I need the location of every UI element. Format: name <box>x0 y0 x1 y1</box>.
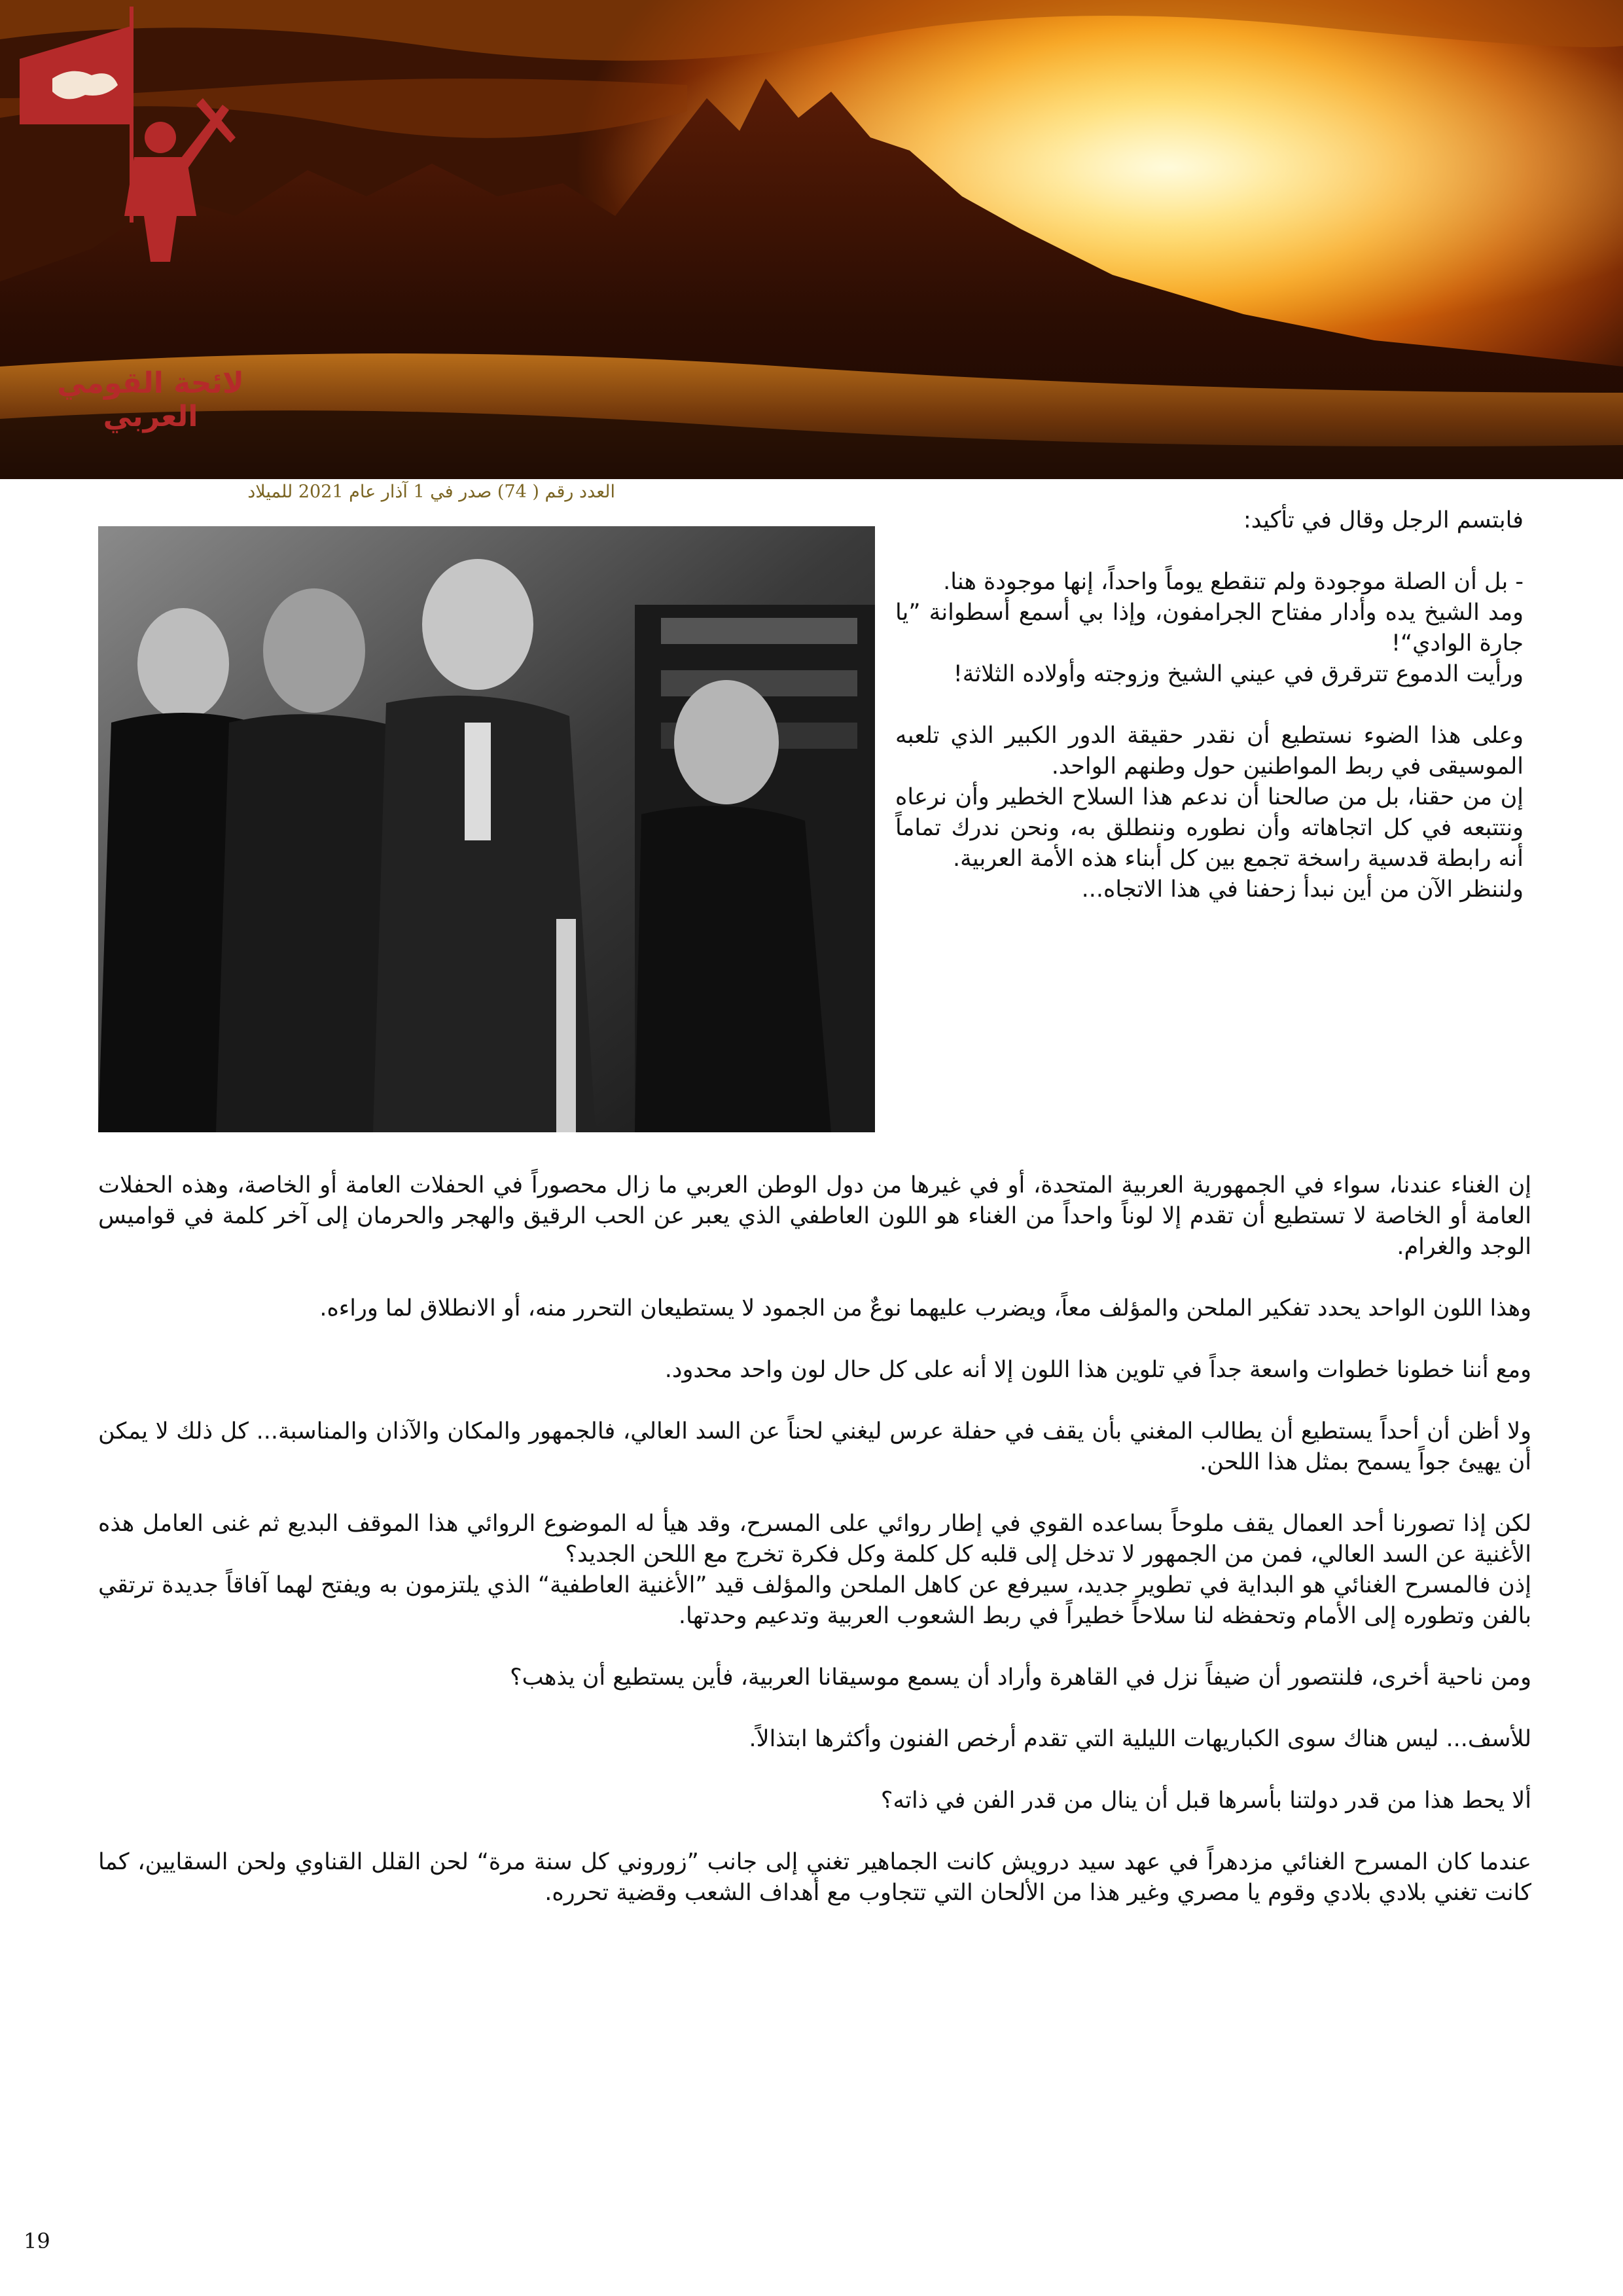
body-paragraph-5: لكن إذا تصورنا أحد العمال يقف ملوحاً بساعده القوي في إطار روائي على المسرح، وقد هيأ له الموضوع الروائي هذا الموقف البديع ثم غنى العامل هذه الأغنية عن السد العالي، فمن من الجمهور لا تدخل إلى قلبه كل كلمة وكل فكرة تخرج مع اللحن الجديد؟ <box>98 1511 1531 1568</box>
intro-paragraph-3: ومد الشيخ يده وأدار مفتاح الجرامفون، وإذا بي أسمع أسطوانة ”يا جارة الوادي“! <box>895 600 1524 656</box>
body-paragraph-8: للأسف... ليس هناك سوى الكباريهات الليلية التي تقدم أرخص الفنون وأكثرها ابتذالاً. <box>749 1726 1531 1752</box>
body-paragraph-4: ولا أظن أن أحداً يستطيع أن يطالب المغني بأن يقف في حفلة عرس ليغني لحناً عن السد العالي، فالجمهور والمكان والآذان والمناسبة... كل ذلك لا يمكن أن يهيئ جواً يسمح بمثل هذا اللحن. <box>98 1418 1531 1475</box>
body-paragraph-1: إن الغناء عندنا، سواء في الجمهورية العربية المتحدة، أو في غيرها من دول الوطن العربي ما زال محصوراً في الحفلات العامة أو الخاصة، وهذه الحفلات العامة أو الخاصة لا تستطيع أن تقدم إلا لوناً واحداً من الغناء هو اللون العاطفي الذي يعبر عن الحب الرقيق والهجر والحرمان إلى آخر كلمة في قواميس الوجد والغرام. <box>98 1172 1531 1260</box>
photo-image <box>98 526 875 1132</box>
intro-paragraph-2: - بل أن الصلة موجودة ولم تنقطع يوماً واحداً، إنها موجودة هنا. <box>943 569 1524 595</box>
intro-column <box>895 505 1524 905</box>
issue-line: العدد رقم ( 74) صدر في 1 آذار عام 2021 للميلاد <box>247 482 615 502</box>
intro-paragraph-6: إن من حقنا، بل من صالحنا أن ندعم هذا السلاح الخطير وأن نرعاه ونتتبعه في كل اتجاهاته وأن نطوره وننطلق به، ونحن ندرك تماماً أنه رابطة قدسية راسخة تجمع بين كل أبناء هذه الأمة العربية. <box>895 784 1524 872</box>
intro-paragraph-4: ورأيت الدموع تترقرق في عيني الشيخ وزوجته وأولاده الثلاثة! <box>953 661 1524 687</box>
header-banner <box>0 0 1623 479</box>
body-paragraph-9: ألا يحط هذا من قدر دولتنا بأسرها قبل أن ينال من قدر الفن في ذاته؟ <box>880 1787 1531 1814</box>
body-text <box>98 1170 1531 1909</box>
page-number: 19 <box>24 2229 50 2253</box>
logo-text: لائحة القومي العربي <box>57 367 244 433</box>
body-paragraph-6: إذن فالمسرح الغنائي هو البداية في تطوير جديد، سيرفع عن كاهل الملحن والمؤلف قيد ”الأغنية العاطفية“ الذي يلتزمون به ويفتح لهما آفاقاً جديدة ترتقي بالفن وتطوره إلى الأمام وتحفظه لنا سلاحاً خطيراً في ربط الشعوب العربية وتدعيم وحدتها. <box>98 1572 1531 1629</box>
logo-icon <box>0 0 262 275</box>
intro-paragraph-7: ولننظر الآن من أين نبدأ زحفنا في هذا الاتجاه... <box>1081 876 1524 903</box>
body-paragraph-2: وهذا اللون الواحد يحدد تفكير الملحن والمؤلف معاً، ويضرب عليهما نوعٌ من الجمود لا يستطيعان التحرر منه، أو الانطلاق لما وراءه. <box>319 1295 1531 1321</box>
intro-paragraph-5: وعلى هذا الضوء نستطيع أن نقدر حقيقة الدور الكبير الذي تلعبه الموسيقى في ربط المواطنين حول وطنهم الواحد. <box>895 723 1524 780</box>
intro-paragraph-1: فابتسم الرجل وقال في تأكيد: <box>1243 507 1524 533</box>
historic-photo <box>98 526 875 1132</box>
body-paragraph-10: عندما كان المسرح الغنائي مزدهراً في عهد سيد درويش كانت الجماهير تغني إلى جانب ”زوروني كل سنة مرة“ لحن القلل القناوي ولحن السقايين، كما كانت تغني بلادي بلادي وقوم يا مصري وغير هذا من الألحان التي تتجاوب مع أهداف الشعب وقضية تحرره. <box>98 1849 1531 1906</box>
body-paragraph-3: ومع أننا خطونا خطوات واسعة جداً في تلوين هذا اللون إلا أنه على كل حال لون واحد محدود. <box>664 1357 1531 1383</box>
body-paragraph-7: ومن ناحية أخرى، فلنتصور أن ضيفاً نزل في القاهرة وأراد أن يسمع موسيقانا العربية، فأين يستطيع أن يذهب؟ <box>510 1664 1531 1691</box>
